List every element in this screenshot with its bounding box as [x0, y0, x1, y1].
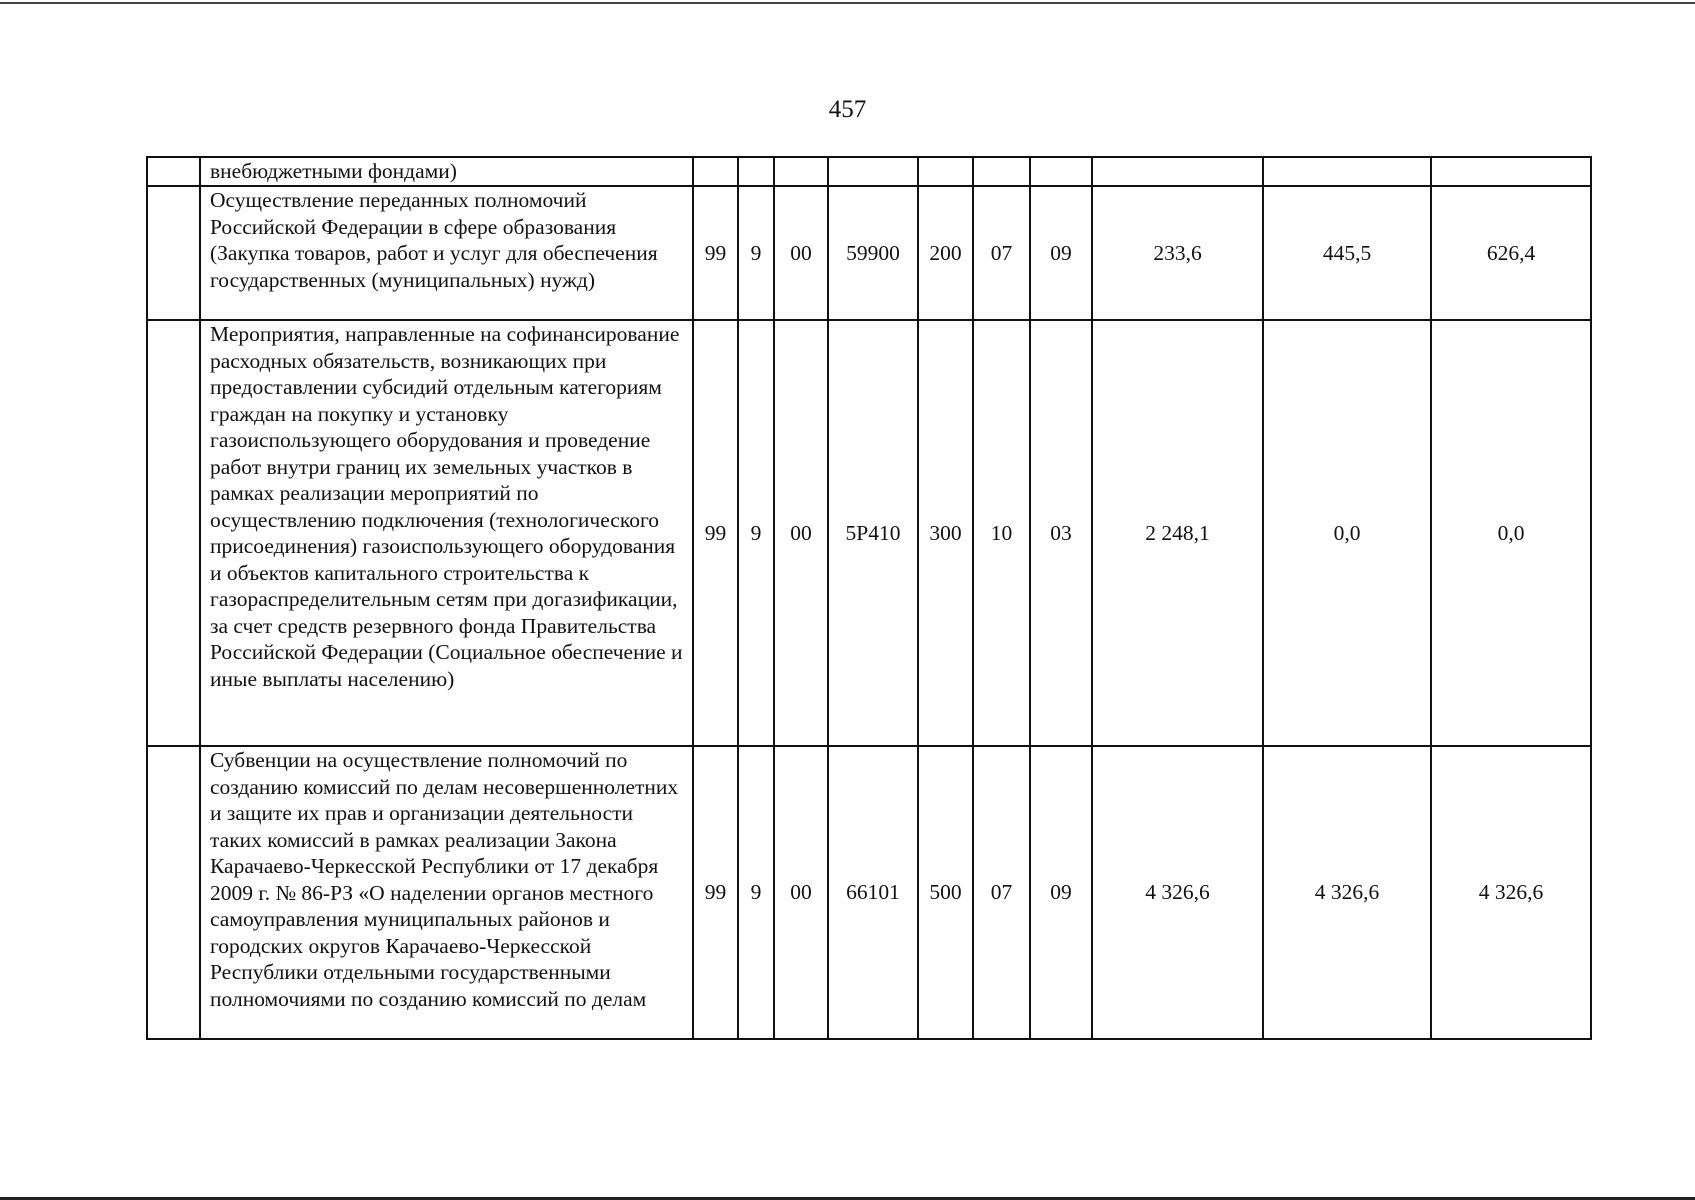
code-cell [828, 157, 918, 186]
row-number-cell [147, 320, 200, 746]
code-cell: 59900 [828, 186, 918, 320]
code-cell [1030, 157, 1092, 186]
code-cell: 09 [1030, 186, 1092, 320]
row-number-cell [147, 186, 200, 320]
amount-cell: 0,0 [1431, 320, 1591, 746]
amount-cell: 4 326,6 [1263, 746, 1431, 1039]
amount-cell [1263, 157, 1431, 186]
budget-table [146, 156, 1592, 1040]
code-cell: 300 [918, 320, 973, 746]
code-cell: 99 [693, 320, 738, 746]
code-cell: 00 [774, 186, 828, 320]
table-row [147, 157, 1591, 186]
amount-cell: 2 248,1 [1092, 320, 1263, 746]
code-cell [693, 157, 738, 186]
amount-cell [1431, 157, 1591, 186]
amount-cell: 626,4 [1431, 186, 1591, 320]
code-cell: 200 [918, 186, 973, 320]
page-number: 457 [828, 96, 867, 123]
amount-cell: 445,5 [1263, 186, 1431, 320]
amount-cell: 233,6 [1092, 186, 1263, 320]
code-cell: 99 [693, 186, 738, 320]
code-cell: 9 [738, 746, 774, 1039]
code-cell: 07 [973, 746, 1030, 1039]
code-cell [738, 157, 774, 186]
code-cell: 66101 [828, 746, 918, 1039]
scan-edge-top [0, 2, 1695, 4]
code-cell: 9 [738, 186, 774, 320]
table-row [147, 320, 1591, 746]
code-cell: 9 [738, 320, 774, 746]
amount-cell: 4 326,6 [1431, 746, 1591, 1039]
code-cell: 07 [973, 186, 1030, 320]
code-cell: 5Р410 [828, 320, 918, 746]
table-row [147, 186, 1591, 320]
code-cell: 00 [774, 746, 828, 1039]
description-cell: Осуществление переданных полномочий Российской Федерации в сфере образования (Закупка товаров, работ и услуг для обеспечения государственных (муниципальных) нужд) [200, 186, 693, 320]
row-number-cell [147, 157, 200, 186]
code-cell: 99 [693, 746, 738, 1039]
code-cell: 00 [774, 320, 828, 746]
description-cell: Субвенции на осуществление полномочий по созданию комиссий по делам несовершеннолетних и защите их прав и организации деятельности таких комиссий в рамках реализации Закона Карачаево-Черкесской Республики от 17 декабря 2009 г. № 86-РЗ «О наделении органов местного самоуправления муниципальных районов и городских округов Карачаево-Черкесской Республики отдельными государственными полномочиями по созданию комиссий по делам [200, 746, 693, 1039]
code-cell: 10 [973, 320, 1030, 746]
description-cell: внебюджетными фондами) [200, 157, 693, 186]
code-cell: 09 [1030, 746, 1092, 1039]
code-cell: 03 [1030, 320, 1092, 746]
code-cell [918, 157, 973, 186]
row-number-cell [147, 746, 200, 1039]
code-cell [973, 157, 1030, 186]
code-cell [774, 157, 828, 186]
amount-cell [1092, 157, 1263, 186]
amount-cell: 0,0 [1263, 320, 1431, 746]
amount-cell: 4 326,6 [1092, 746, 1263, 1039]
code-cell: 500 [918, 746, 973, 1039]
table-row [147, 746, 1591, 1039]
description-cell: Мероприятия, направленные на софинансирование расходных обязательств, возникающих при предоставлении субсидий отдельным категориям граждан на покупку и установку газоиспользующего оборудования и проведение работ внутри границ их земельных участков в рамках реализации мероприятий по осуществлению подключения (технологического присоединения) газоиспользующего оборудования и объектов капитального строительства к газораспределительным сетям при догазификации, за счет средств резервного фонда Правительства Российской Федерации (Социальное обеспечение и иные выплаты населению) [200, 320, 693, 746]
